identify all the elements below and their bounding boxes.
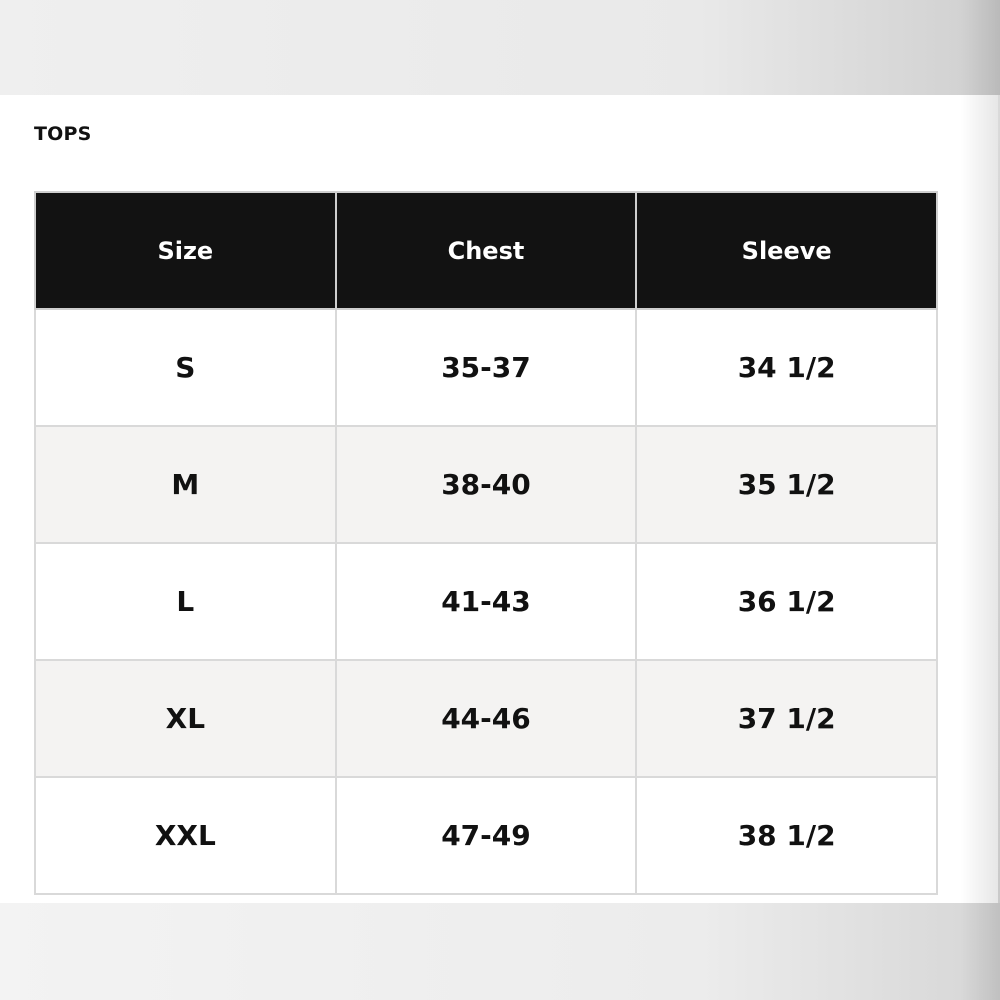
table-header-row <box>35 192 937 309</box>
cell-size: XL <box>35 660 336 777</box>
size-chart-panel <box>0 95 998 903</box>
table-row <box>35 777 937 894</box>
column-header-chest: Chest <box>336 192 637 309</box>
cell-chest: 44-46 <box>336 660 637 777</box>
table-row <box>35 426 937 543</box>
column-header-size: Size <box>35 192 336 309</box>
table-row <box>35 309 937 426</box>
cell-sleeve: 34 1/2 <box>636 309 937 426</box>
background-bottom <box>0 903 1000 1000</box>
cell-sleeve: 35 1/2 <box>636 426 937 543</box>
section-title: TOPS <box>34 123 92 145</box>
cell-size: L <box>35 543 336 660</box>
cell-sleeve: 37 1/2 <box>636 660 937 777</box>
background-top <box>0 0 1000 95</box>
cell-size: S <box>35 309 336 426</box>
cell-sleeve: 38 1/2 <box>636 777 937 894</box>
size-chart-table <box>34 191 938 895</box>
column-header-sleeve: Sleeve <box>636 192 937 309</box>
cell-size: M <box>35 426 336 543</box>
cell-sleeve: 36 1/2 <box>636 543 937 660</box>
table-row <box>35 660 937 777</box>
cell-chest: 41-43 <box>336 543 637 660</box>
cell-chest: 38-40 <box>336 426 637 543</box>
table-row <box>35 543 937 660</box>
cell-chest: 35-37 <box>336 309 637 426</box>
cell-chest: 47-49 <box>336 777 637 894</box>
cell-size: XXL <box>35 777 336 894</box>
